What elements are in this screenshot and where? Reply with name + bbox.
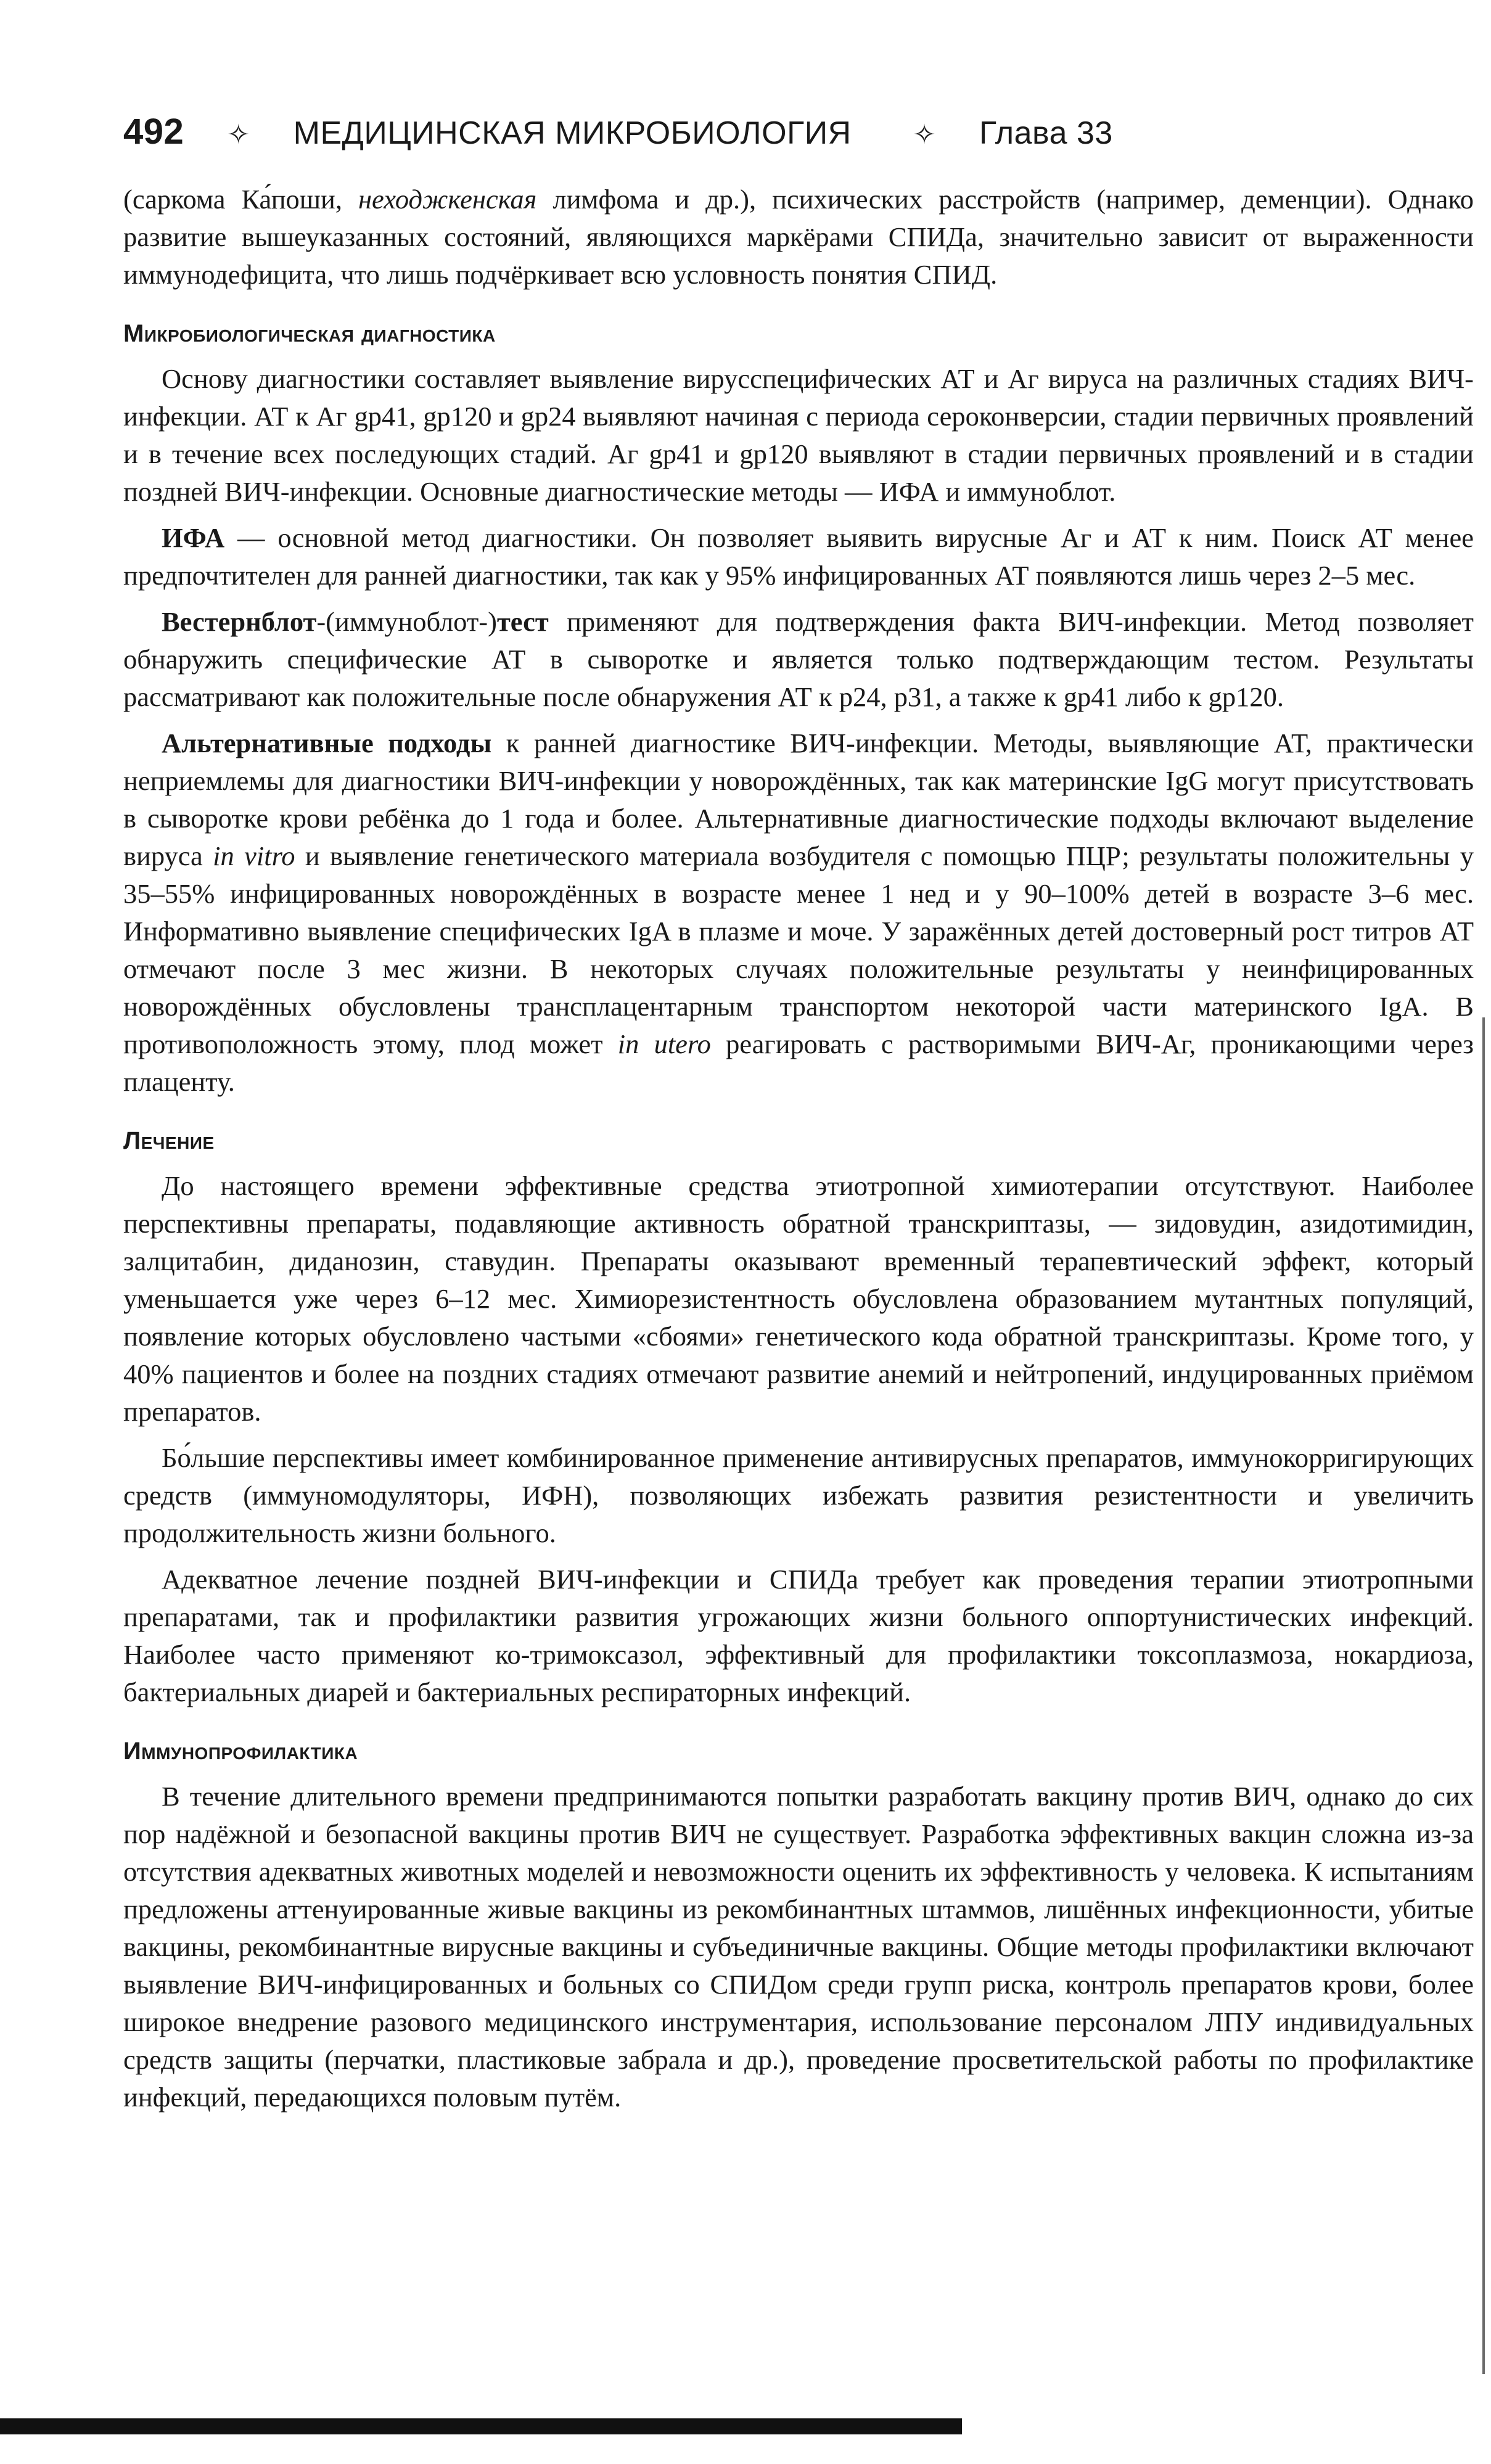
page-number: 492 — [123, 112, 184, 152]
section-heading-immunoprophylaxis: Иммунопрофилактика — [123, 1738, 358, 1765]
bold-term: ИФА — [162, 522, 225, 553]
ornament-icon: ✧ — [227, 120, 250, 150]
diagnostics-paragraph-ifa — [123, 519, 1474, 594]
text-run: -(иммуноблот-) — [316, 606, 497, 637]
immunoprophylaxis-paragraph-1: В течение длительного времени предпринимаются попытки разработать вакцину против ВИЧ, однако до сих пор надёжной и безопасной вакцины против ВИЧ не существует. Разработка эффективных вакцин сложна из-за отсутствия адекватных животных моделей и невозможности оценить их эффективность у человека. К испытаниям предложены аттенуированные живые вакцины из рекомбинантных штаммов, лишённых инфекционности, убитые вакцины, рекомбинантные вирусные вакцины и субъединичные вакцины. Общие методы профилактики включают выявление ВИЧ-инфицированных и больных со СПИДом среди групп риска, контроль препаратов крови, более широкое внедрение разового медицинского инструментария, использование персоналом ЛПУ индивидуальных средств защиты (перчатки, пластиковые забрала и др.), проведение просветительской работы по профилактике инфекций, передающихся половым путём. — [123, 1781, 1474, 2113]
diagnostics-paragraph-1: Основу диагностики составляет выявление вирусспецифических АТ и Аг вируса на различных стадиях ВИЧ-инфекции. АТ к Аг gp41, gp120 и gp24 выявляют начиная с периода сероконверсии, стадии первичных проявлений и в течение всех последующих стадий. Аг gp41 и gp120 выявляют в стадии первичных проявлений и в стадии поздней ВИЧ-инфекции. Основные диагностические методы — ИФА и иммуноблот. — [123, 363, 1474, 507]
scan-edge-line — [1482, 1017, 1485, 2374]
book-title: МЕДИЦИНСКАЯ МИКРОБИОЛОГИЯ — [293, 115, 852, 151]
italic-term: in utero — [617, 1029, 711, 1059]
treatment-paragraph-2: Бо́льшие перспективы имеет комбинированное применение антивирусных препаратов, иммунокорригирующих средств (иммуномодуляторы, ИФН), позволяющих избежать развития резистентности и увеличить продолжительность жизни больного. — [123, 1442, 1474, 1548]
page — [123, 111, 1474, 2125]
text-run: и выявление генетического материала возбудителя с помощью ПЦР; результаты положительны у 35–55% инфицированных новорождённых в возрасте менее 1 нед и у 90–100% детей в возрасте 3–6 мес. Информативно выявление специфических IgA в плазме и моче. У заражённых детей достоверный рост титров АТ отмечают после 3 мес жизни. В некоторых случаях положительные результаты у неинфицированных новорождённых обусловлены трансплацентарным транспортом некоторой части материнского IgA. В противоположность этому, плод может — [123, 840, 1474, 1059]
text-run: реагировать с растворимыми ВИЧ-Аг, проникающими через плаценту. — [123, 1029, 1474, 1097]
scan-bottom-bar — [0, 2418, 962, 2434]
section-heading-treatment: Лечение — [123, 1127, 215, 1154]
text-run: к ранней диагностике ВИЧ-инфекции. Методы, выявляющие АТ, практически неприемлемы для диагностики ВИЧ-инфекции у новорождённых, так как материнские IgG могут присутствовать в сыворотке крови ребёнка до 1 года и более. Альтернативные диагностические подходы включают выделение вируса — [123, 728, 1474, 871]
bold-term: Альтернативные подходы — [162, 728, 492, 758]
bold-term: тест — [496, 606, 549, 637]
bold-term: Вестернблот — [162, 606, 317, 637]
section-heading-diagnostics: Микробиологическая диагностика — [123, 320, 496, 347]
text-run: применяют для подтверждения факта ВИЧ-инфекции. Метод позволяет обнаружить специфические АТ в сыворотке и является только подтверждающим тестом. Результаты рассматривают как положительные после обнаружения АТ к p24, p31, а также к gp41 либо к gp120. — [123, 606, 1474, 712]
italic-term: неходжкенская — [358, 184, 537, 215]
text-run: (саркома Ка́поши, — [123, 184, 358, 215]
italic-term: in vitro — [213, 840, 295, 871]
running-head — [123, 111, 1474, 152]
treatment-paragraph-3: Адекватное лечение поздней ВИЧ-инфекции и СПИДа требует как проведения терапии этиотропными препаратами, так и профилактики развития угрожающих жизни больного оппортунистических инфекций. Наиболее часто применяют ко-тримоксазол, эффективный для профилактики токсоплазмоза, нокардиоза, бактериальных диарей и бактериальных респираторных инфекций. — [123, 1564, 1474, 1707]
treatment-paragraph-1: До настоящего времени эффективные средства этиотропной химиотерапии отсутствуют. Наиболее перспективны препараты, подавляющие активность обратной транскриптазы, — зидовудин, азидотимидин, залцитабин, диданозин, ставудин. Препараты оказывают временный терапевтический эффект, который уменьшается уже через 6–12 мес. Химиорезистентность обусловлена образованием мутантных популяций, появление которых обусловлено частыми «сбоями» генетического кода обратной транскриптазы. Кроме того, у 40% пациентов и более на поздних стадиях отмечают развитие анемий и нейтропений, индуцированных приёмом препаратов. — [123, 1170, 1474, 1427]
ornament-icon: ✧ — [913, 120, 937, 150]
text-run: — основной метод диагностики. Он позволяет выявить вирусные Аг и АТ к ним. Поиск АТ менее предпочтителен для ранней диагностики, так как у 95% инфицированных АТ появляются лишь через 2–5 мес. — [123, 522, 1474, 591]
chapter-label: Глава 33 — [979, 115, 1113, 151]
intro-paragraph — [123, 181, 1474, 294]
text-run: лимфома и др.), психических расстройств (например, деменции). Однако развитие вышеуказанных состояний, являющихся маркёрами СПИДа, значительно зависит от выраженности иммунодефицита, что лишь подчёркивает всю условность понятия СПИД. — [123, 184, 1474, 290]
diagnostics-paragraph-western-blot — [123, 603, 1474, 716]
diagnostics-paragraph-alternatives — [123, 725, 1474, 1101]
